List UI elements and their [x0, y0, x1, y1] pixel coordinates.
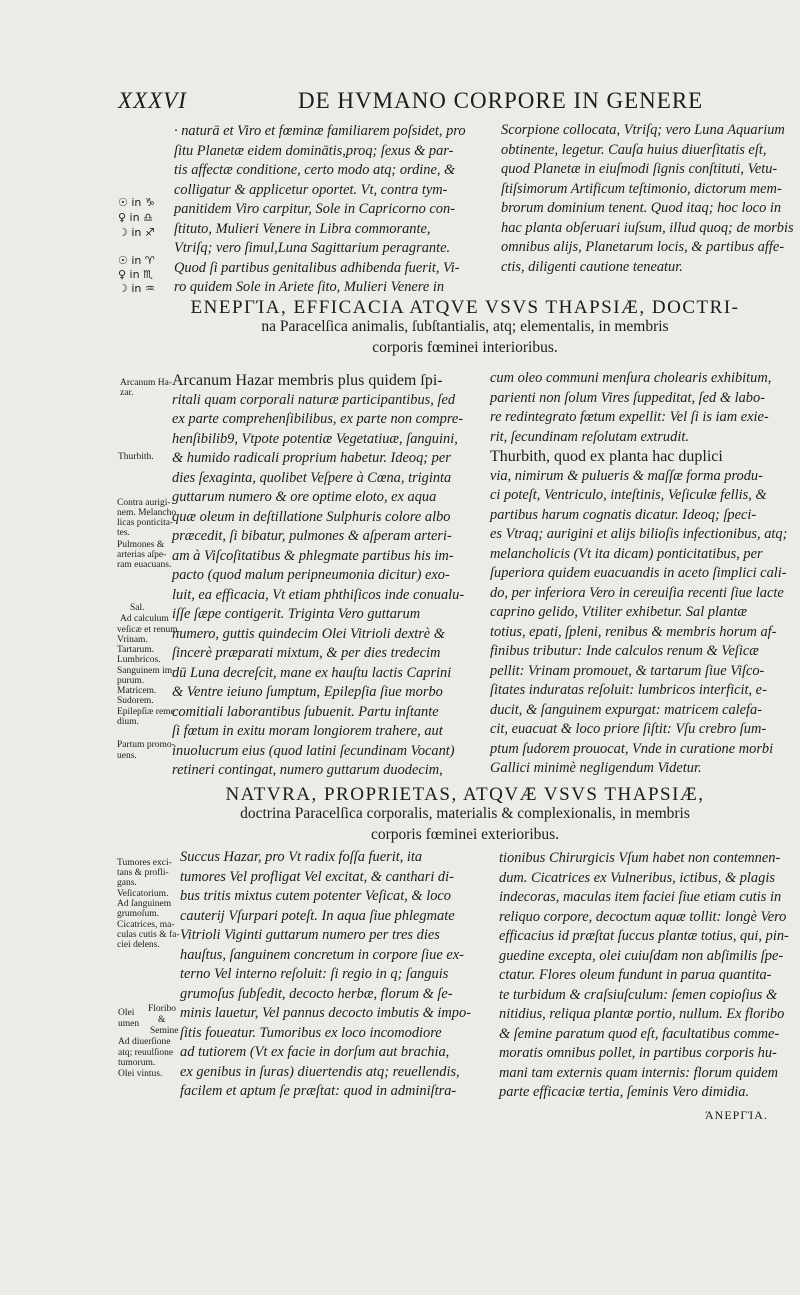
text-line: Arcanum Hazar membris plus quidem ſpi- — [172, 372, 443, 389]
text-line: Thurbith, quod ex planta hac duplici — [490, 448, 723, 465]
text-line: reliquo corpore, decoctum aquæ tollit: longè Vero — [499, 908, 787, 925]
text-line: do, per inferiora Vero in cereuiſia recenti ſiue lacte — [490, 584, 784, 601]
heading-line: corporis fœminei exterioribus. — [370, 826, 560, 843]
heading-line: corporis fœminei interioribus. — [372, 339, 558, 356]
text-line: bus tritis mixtus cutem potenter Veſicat, & loco — [180, 888, 451, 904]
margin-note: Thurbith. — [118, 452, 154, 462]
text-line: panitidem Viro carpitur, Sole in Capricorno con- — [174, 201, 455, 217]
text-line: quæ oleum in deſtillatione Sulphuris colore albo — [172, 508, 451, 525]
text-line: dū Luna decreſcit, mane ex hauſtu lactis Caprini — [172, 664, 452, 681]
text-line: cit, euacuat & loco priore ſiſtit: Vſu crebro ſum- — [490, 721, 767, 737]
text-line: melancholicis (Vt ita dicam) ponticitatibus, per — [490, 545, 763, 562]
text-line: tionibus Chirurgicis Vſum habet non contemnen- — [499, 850, 781, 866]
margin-note: Veſicatorium. — [117, 889, 169, 899]
margin-note: Sal. — [130, 603, 145, 613]
margin-note: arterias aſpe- — [117, 550, 167, 560]
text-line: pellit: Vrinam promouet, & tartarum ſiue Viſco- — [490, 662, 765, 679]
text-line: numero, guttis quindecim Olei Vitrioli dextrè & — [172, 625, 445, 642]
text-line: ci poteſt, Ventriculo, inteſtinis, Veſiculæ fellis, & — [490, 487, 767, 503]
text-line: · naturā et Viro et fœminæ familiarem poſsidet, pro — [174, 123, 466, 139]
heading-line: na Paracelſica animalis, ſubſtantialis, atq; elementalis, in membris — [261, 318, 669, 335]
text-line: ctis, diligenti cautione teneatur. — [501, 258, 683, 275]
text-line: grumoſus ſubſedit, decocto herbæ, florum & ſe- — [180, 985, 453, 1002]
margin-note: purum. — [117, 676, 145, 686]
text-line: ſuperiora quidem euacuandis in aceto ſimplici cali- — [490, 565, 787, 581]
astro-sign-sun-capricorn: ☉ in ♑ — [118, 196, 155, 209]
margin-note: Ad diuerſione — [118, 1037, 171, 1047]
text-line: ſtituto, Mulieri Venere in Libra commorante, — [174, 220, 431, 237]
margin-note: Floribo — [148, 1004, 176, 1014]
text-line: Vitrioli Viginti guttarum numero per tres dies — [180, 927, 440, 943]
section2-left-column — [172, 371, 464, 781]
text-line: ſtiſsimorum Artificum teſtimonio, dictorum mem- — [501, 180, 782, 197]
section3-left-column — [180, 848, 471, 1102]
astro-sign-venus-scorpio: ♀ in ♏ — [118, 268, 153, 281]
text-line: finibus tributur: Inde calculos renum & Veſicæ — [490, 643, 759, 659]
text-line: ſitates induratas reſoluit: lumbricos interficit, e- — [490, 682, 767, 698]
text-line: hac planta obſeruari iuſsum, illud quoq; de morbis — [501, 219, 794, 236]
text-line: inuolucrum eius (quod latini ſecundinam Vocant) — [172, 742, 455, 759]
text-line: re redintegrato fœtum expellit: Vel ſi is iam exie- — [490, 409, 769, 425]
text-line: henſibilib9, Vtpote potentiæ Vegetatiuæ, ſanguini, — [172, 430, 458, 447]
running-title: DE HVMANO CORPORE IN GENERE — [298, 88, 704, 113]
text-line: partibus harum cognatis dicatur. Ideoq; ſpeci- — [490, 506, 757, 523]
margin-note: Sanguinem im- — [117, 666, 176, 676]
text-line: ducit, & ſanguinem expurgat: matricem calefa- — [490, 701, 763, 718]
margin-note: ram euacuans. — [117, 560, 172, 570]
margin-note: Semine — [150, 1026, 179, 1036]
section1-right-column — [501, 121, 794, 277]
text-line: nitidius, reliqua plantæ portio, nullum. Ex floribo — [499, 1006, 785, 1022]
margin-note: Pulmones & — [117, 540, 165, 550]
text-line: indecoras, maculas item faciei ſiue etiam cutis in — [499, 889, 782, 905]
text-line: obtinente, legetur. Cauſa huius diuerſitatis eſt, — [501, 141, 767, 158]
text-line: tumores Vel profligat Vel excitat, & canthari di- — [180, 868, 454, 885]
text-line: quod Planetæ in eiuſmodi ſignis conſtituti, Vetu- — [501, 161, 778, 177]
page-number: XXXVI — [118, 88, 187, 113]
text-line: pacto (quod malum peripneumonia dicitur) exo- — [172, 567, 450, 583]
text-line: efficacius id præſtat ſuccus plantæ totius, qui, pin- — [499, 928, 789, 944]
text-line: dum. Cicatrices ex Vulneribus, ictibus, & plagis — [499, 869, 775, 886]
text-line: & humido radicali proprium habetur. Ideoq; per — [172, 450, 451, 466]
section2-right-column — [490, 369, 787, 779]
astro-sign-moon-aquarius: ☽ in ♒ — [118, 282, 155, 295]
margin-note: zar. — [120, 388, 134, 398]
margin-note: uens. — [117, 751, 137, 761]
section3-right-column — [499, 849, 789, 1103]
text-line: ritali quam corporali naturæ participantibus, ſed — [172, 391, 456, 408]
margin-note: licas ponticita- — [117, 518, 174, 528]
text-line: moratis omnibus pollet, in partibus corporis hu- — [499, 1045, 777, 1061]
section-heading-1 — [140, 297, 790, 360]
margin-note: Ad calculum — [120, 614, 169, 624]
section-heading-2 — [140, 784, 790, 847]
text-line: minis lauetur, Vel pannus decocto imbutis & impo- — [180, 1005, 471, 1021]
text-line: caprino gelido, Vtiliter exhibetur. Sal plantæ — [490, 604, 748, 620]
text-line: cauterij Vſurpari poteſt. In aqua ſiue phlegmate — [180, 907, 455, 924]
text-line: brorum dominium tenent. Quod itaq; hoc loco in — [501, 200, 782, 216]
catchword: ΆΝΕΡΓΊΑ. — [705, 1108, 768, 1122]
margin-note: grumoſum. — [117, 909, 159, 919]
text-line: tis affectæ conditione, certo modo atq; ordine, & — [174, 162, 456, 178]
heading-line: NATVRA, PROPRIETAS, ATQVÆ VSVS THAPSIÆ, — [225, 784, 705, 805]
text-line: Scorpione collocata, Vtriſq; vero Luna Aquarium — [501, 122, 785, 138]
text-line: terno Vel interno reſoluit: ſi regio in q; ſanguis — [180, 966, 449, 982]
margin-note: Lumbricos. — [117, 655, 161, 665]
text-line: ex parte comprehenſibilibus, ex parte non compre- — [172, 411, 464, 427]
text-line: te turbidum & craſsiuſculum: ſemen copioſius & — [499, 986, 778, 1003]
text-line: guedine excepta, olei cuiuſdam non abſimilis ſpe- — [499, 947, 784, 964]
margin-note: ciei delens. — [117, 940, 160, 950]
text-line: ſitu Planetæ eidem dominātis,proq; ſexus & par- — [174, 142, 454, 159]
margin-note: & — [158, 1015, 166, 1025]
margin-note: Ad ſanguinem — [117, 899, 172, 909]
text-line: guttarum numero & ore optime eloto, ex aqua — [172, 489, 437, 505]
heading-line: ΕΝΕΡΓΊΑ, EFFICACIA ATQVE VSVS THAPSIÆ, DOCTRI- — [190, 297, 740, 318]
text-line: luit, ea efficacia, Vt etiam phthiſicos inde conualu- — [172, 586, 465, 603]
margin-note: atq; reuulſione — [118, 1048, 174, 1058]
text-line: parte efficaciæ tertia, ſeminis Vero dimidia. — [499, 1084, 750, 1100]
text-line: ro quidem Sole in Ariete ſito, Mulieri Venere in — [174, 279, 445, 295]
text-line: omnibus alijs, Planetarum locis, & partibus affe- — [501, 239, 785, 255]
text-line: hauſtus, ſanguinem concretum in corpore ſiue ex- — [180, 946, 464, 963]
text-line: parienti non ſolum Vires ſuppeditat, ſed & labo- — [490, 389, 765, 406]
text-line: es Vtraq; aurigini et alijs bilioſis infectionibus, atq; — [490, 526, 788, 542]
text-line: Succus Hazar, pro Vt radix foſſa fuerit, ita — [180, 849, 423, 865]
text-line: ſincerè præparati mixtum, & per dies tredecim — [172, 645, 441, 661]
text-line: Quod ſi partibus genitalibus adhibenda fuerit, Vi- — [174, 259, 460, 276]
text-line: ad tutiorem (Vt ex facie in dorſum aut brachia, — [180, 1044, 450, 1060]
text-line: ſi fœtum in exitu moram longiorem trahere, aut — [172, 723, 443, 739]
text-line: comitiali laborantibus ſubuenit. Partu inſtante — [172, 703, 439, 720]
margin-note: Olei vintus. — [118, 1069, 163, 1079]
margin-note: Sudorem. — [117, 696, 154, 706]
margin-note: Vrinam. — [117, 635, 148, 645]
margin-note: veſicæ et renum. — [117, 625, 181, 635]
margin-note: tans & profli- — [117, 868, 169, 878]
text-line: via, nimirum & pulueris & maſſæ forma produ- — [490, 467, 763, 484]
text-line: & Ventre ieiuno ſumptum, Epilepſia ſiue morbo — [172, 684, 443, 700]
text-line: retineri contingat, numero guttarum duodecim, — [172, 762, 443, 778]
astro-sign-moon-sagittarius: ☽ in ♐ — [118, 226, 155, 239]
margin-note: dium. — [117, 717, 139, 727]
margin-note: umen — [118, 1019, 140, 1029]
text-line: mani tam externis quam internis: florum quidem — [499, 1064, 778, 1081]
running-head — [118, 88, 718, 118]
text-line: Vtriſq; vero ſimul,Luna Sagittarium peragrante. — [174, 240, 451, 256]
astro-sign-sun-aries: ☉ in ♈ — [118, 254, 155, 267]
text-line: dies ſexaginta, quolibet Veſpere à Cœna, triginta — [172, 469, 452, 486]
text-line: facilem et aptum ſe præſtat: quod in adminiſtra- — [180, 1083, 457, 1099]
heading-line: doctrina Paracelſica corporalis, materialis & complexionalis, in membris — [240, 805, 690, 822]
margin-note: Epilepſiæ reme — [117, 707, 175, 717]
margin-note: gans. — [117, 878, 137, 888]
text-line: rit, ſecundinam reſolutam extrudit. — [490, 428, 689, 445]
text-line: totius, epati, ſpleni, renibus & membris horum af- — [490, 623, 777, 640]
margin-note: Partum promo- — [117, 740, 175, 750]
margin-note: Tartarum. — [117, 645, 155, 655]
text-line: colligatur & applicetur oportet. Vt, contra tym- — [174, 181, 448, 198]
margin-note: tes. — [117, 528, 130, 538]
text-line: Gallici minimè negligendum Videtur. — [490, 760, 702, 776]
margin-note: Olei — [118, 1008, 135, 1018]
margin-note: Cicatrices, ma- — [117, 920, 175, 930]
text-line: præcedit, ſi bibatur, pulmones & aſperam arteri- — [172, 528, 452, 544]
margin-note: Arcanum Ha- — [120, 378, 172, 388]
section1-left-column — [174, 122, 466, 298]
text-line: ex genibus in ſuras) diuertendis atq; reuellendis, — [180, 1063, 460, 1080]
text-line: cum oleo communi menſura cholearis exhibitum, — [490, 370, 772, 386]
margin-note: Contra aurigi- — [117, 498, 171, 508]
margin-note: Tumores exci- — [117, 858, 172, 868]
text-line: iſſe ſæpe contigerit. Triginta Vero guttarum — [172, 606, 421, 622]
margin-note: culas cutis & fa- — [117, 930, 180, 940]
text-line: & ſemine paratum quod eſt, facultatibus comme- — [499, 1025, 780, 1042]
margin-note: Matricem. — [117, 686, 157, 696]
margin-note: tumorum. — [118, 1058, 156, 1068]
text-line: am à Viſcoſitatibus & phlegmate partibus his im- — [172, 547, 454, 564]
astro-sign-venus-libra: ♀ in ♎ — [118, 211, 153, 224]
text-line: ptum ſudorem prouocat, Vnde in curatione morbi — [490, 740, 774, 757]
text-line: ctatur. Flores oleum fundunt in parua quantita- — [499, 967, 772, 983]
text-line: ſitis foueatur. Tumoribus ex loco incomodiore — [180, 1024, 442, 1041]
margin-note: nem. Melancho — [117, 508, 177, 518]
